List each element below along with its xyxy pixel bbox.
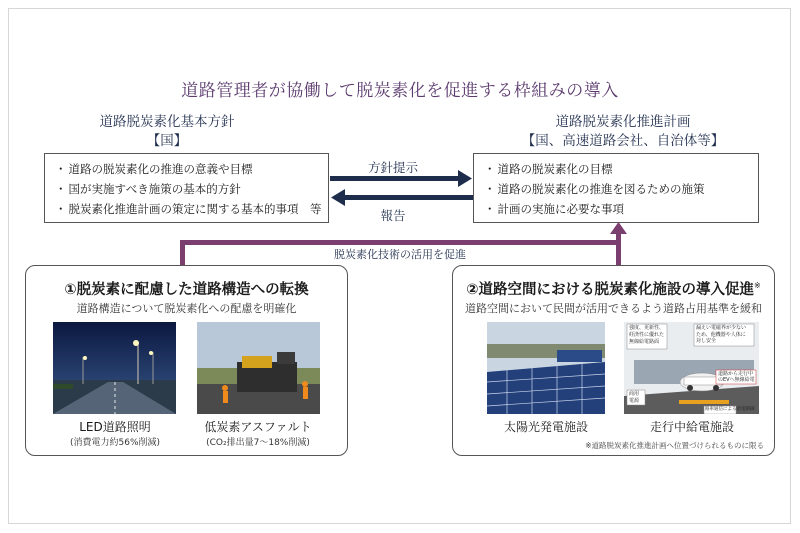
basic-policy-item: ・ 脱炭素化推進計画の策定に関する基本的事項 等 (55, 199, 328, 219)
wireless-charging-photo (624, 322, 759, 414)
structure-panel-title: ①脱炭素に配慮した道路構造への転換 (64, 282, 309, 298)
promotion-plan-title: 道路脱炭素化推進計画 (555, 114, 691, 130)
surface-label-line: 強度、更新性、 (629, 325, 665, 331)
safety-label-line: 対し安全 (696, 338, 717, 344)
power-control-label: 路車通信による給電制御 (705, 407, 755, 412)
safety-label-line: ため、他機器や人体に (696, 331, 746, 338)
policy-arrow-label: 方針提示 (367, 160, 418, 175)
promotion-plan-item: ・ 道路の脱炭素化の推進を図るための施策 (484, 179, 758, 199)
footnote: ※道路脱炭素化推進計画へ位置づけられるものに限る (585, 441, 764, 450)
report-arrow-label: 報告 (380, 208, 406, 223)
solar-facility-photo (487, 322, 605, 414)
ev-charging-label (718, 371, 755, 383)
promotion-plan-item: ・ 道路の脱炭素化の目標 (484, 159, 758, 179)
page-title: 道路管理者が協働して脱炭素化を促進する枠組みの導入 (181, 81, 619, 101)
led-lighting-photo (53, 322, 176, 414)
safety-label-line: 漏えい電磁界が少ない (696, 325, 747, 331)
led-lighting-note: (消費電力約56%削減) (69, 438, 161, 448)
safety-label (696, 325, 746, 345)
ev-charging-label-line: のEVへ無線給電 (718, 377, 755, 383)
ev-charging-label-line: 道路から走行中 (718, 371, 754, 377)
solar-panels-image (487, 322, 605, 414)
structure-panel-subtitle: 道路構造について脱炭素化への配慮を明確化 (76, 302, 297, 315)
promotion-plan-owners: 【国、高速道路会社、自治体等】 (521, 133, 725, 149)
commercial-power-label (629, 391, 639, 404)
facility-panel-title (452, 278, 775, 299)
facility-panel-title-mark: ※ (754, 281, 761, 291)
basic-policy-item: ・ 道路の脱炭素化の推進の意義や目標 (55, 159, 328, 179)
commercial-power-label-line: 商用 (629, 391, 640, 397)
promote-arrow-label: 脱炭素化技術の活用を促進 (334, 248, 466, 261)
promotion-plan-item: ・ 計画の実施に必要な事項 (484, 199, 758, 219)
wireless-charging-caption: 走行中給電施設 (649, 420, 734, 434)
asphalt-note: (CO₂排出量7～18%削減) (206, 438, 310, 448)
surface-label (629, 325, 664, 346)
led-road-night-image (53, 322, 176, 414)
commercial-power-label-line: 電源 (629, 397, 640, 404)
solar-caption: 太陽光発電施設 (503, 420, 588, 434)
basic-policy-title: 道路脱炭素化基本方針 (99, 114, 235, 130)
surface-label-line: 無線給電路面 (629, 339, 660, 345)
asphalt-paving-image (197, 322, 320, 414)
surface-label-line: 経済性に優れた (629, 332, 665, 338)
basic-policy-item: ・ 国が実施すべき施策の基本的方針 (55, 179, 328, 199)
low-carbon-asphalt-photo (197, 322, 320, 414)
report-arrow (331, 189, 473, 206)
led-lighting-caption: LED道路照明 (79, 420, 151, 434)
facility-panel-title-text: ②道路空間における脱炭素化施設の導入促進 (466, 282, 755, 298)
asphalt-caption: 低炭素アスファルト (204, 420, 312, 434)
facility-panel-subtitle: 道路空間において民間が活用できるよう道路占用基準を緩和 (465, 302, 762, 315)
basic-policy-owner: 【国】 (146, 133, 188, 149)
